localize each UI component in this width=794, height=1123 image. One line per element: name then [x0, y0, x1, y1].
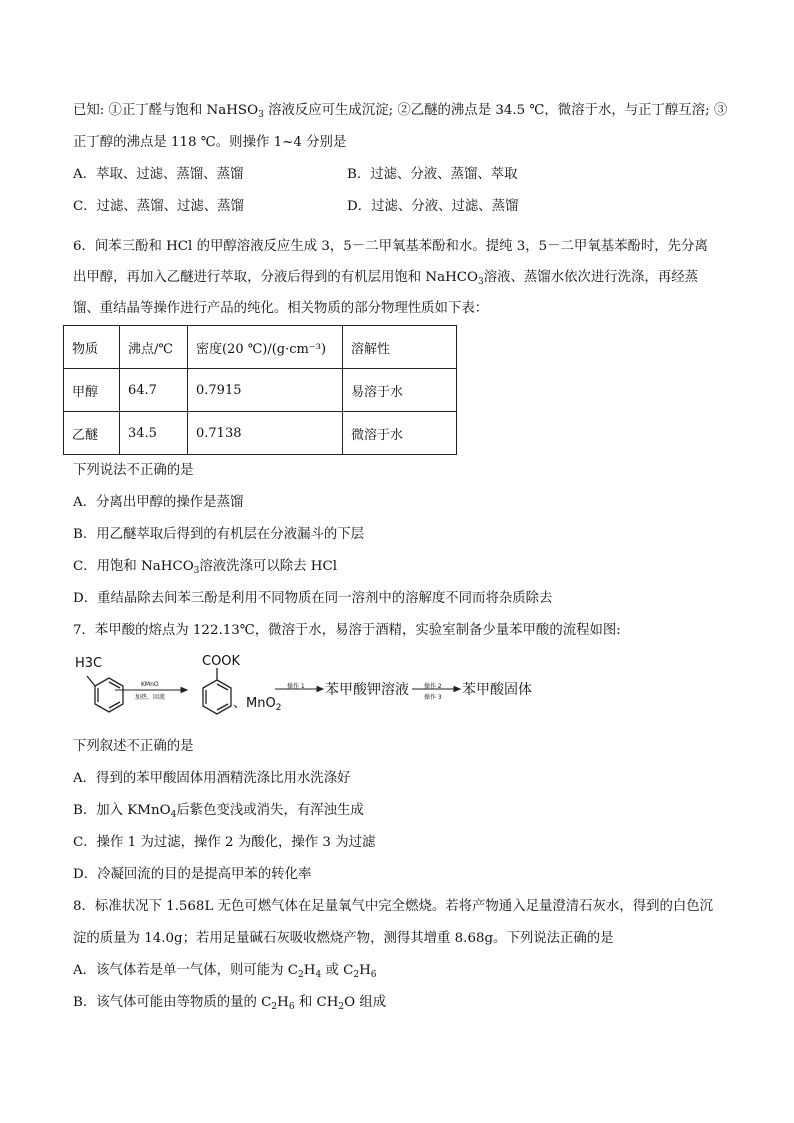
q6-line2-part-b: 溶液、蒸馏水依次进行洗涤，再经蒸 — [483, 270, 698, 285]
q6-stem-line1: 6．间苯三酚和 HCl 的甲醇溶液反应生成 3，5－二甲氧基苯酚和水。提纯 3，5－二甲氧基苯酚时，先分离 — [73, 239, 708, 254]
q8-option-a-text: A．该气体若是单一气体，则可能为 C — [73, 963, 299, 978]
q8-option-b-text: B．该气体可能由等物质的量的 C — [73, 995, 272, 1010]
q8-stem-line1: 8．标准状况下 1.568L 无色可燃气体在足量氧气中完全燃烧。若将产物通入足量澄清石灰水，得到的白色沉 — [73, 899, 714, 914]
q5-given-line2: 正丁醇的沸点是 118 ℃。则操作 1~4 分别是 — [73, 135, 347, 150]
q5-given-line1 — [73, 102, 727, 124]
subscript: 2 — [271, 1002, 278, 1012]
byproduct-text: 、MnO — [233, 696, 276, 711]
q6-option-a: A．分离出甲醇的操作是蒸馏 — [73, 495, 244, 510]
subscript: 3 — [258, 110, 264, 120]
subscript: 6 — [288, 1002, 295, 1012]
q5-line1-part-b: 溶液反应可生成沉淀; ②乙醚的沸点是 34.5 ℃，微溶于水，与正丁醇互溶; ③ — [263, 103, 728, 118]
subscript: 2 — [298, 970, 304, 980]
q8-option-a — [73, 962, 377, 984]
q5-option-a: A．萃取、过滤、蒸馏、蒸馏 — [73, 167, 244, 182]
q6-stem-line3: 馏、重结晶等操作进行产品的纯化。相关物质的部分物理性质如下表： — [73, 301, 489, 316]
condition-label: 加热、回流 — [135, 694, 166, 701]
q5-line1-part-a: 已知: ①正丁醛与饱和 NaHSO — [73, 103, 259, 118]
q6-question: 下列说法不正确的是 — [73, 463, 194, 478]
methyl-group-label: H3C — [75, 656, 103, 671]
benzoate-ring — [203, 668, 231, 714]
q6-option-c — [73, 558, 337, 580]
byproduct-label — [233, 692, 281, 713]
operation-3-label: 操作 3 — [424, 694, 442, 701]
formula-part: H — [303, 963, 316, 978]
table-header-row — [64, 326, 457, 369]
q6-option-d: D．重结晶除去间苯三酚是利用不同物质在同一溶剂中的溶解度不同而将杂质除去 — [73, 591, 553, 606]
q5-option-d: D．过滤、分液、过滤、蒸馏 — [347, 199, 519, 214]
q7-option-a: A．得到的苯甲酸固体用酒精洗涤比用水洗涤好 — [73, 771, 351, 786]
intermediate-label: 苯甲酸钾溶液 — [325, 682, 409, 698]
subscript: 6 — [370, 970, 377, 980]
subscript: 4 — [315, 970, 322, 980]
table-row — [64, 369, 457, 412]
q6-option-c-part-a: C．用饱和 NaHCO — [73, 559, 194, 574]
table-header-cell: 沸点/℃ — [120, 326, 188, 369]
q6-stem-line2 — [73, 269, 698, 291]
q5-option-c: C．过滤、蒸馏、过滤、蒸馏 — [73, 199, 244, 214]
q7-option-d: D．冷凝回流的目的是提高甲苯的转化率 — [73, 867, 312, 882]
properties-table — [63, 325, 457, 455]
q5-option-b: B．过滤、分液、蒸馏、萃取 — [347, 167, 518, 182]
table-header-cell: 密度(20 ℃)/(g·cm⁻³) — [188, 326, 343, 369]
q7-question: 下列叙述不正确的是 — [73, 739, 194, 754]
table-cell: 34.5 — [120, 412, 188, 455]
q7-option-b-part-a: B．加入 KMnO — [73, 803, 171, 818]
table-cell: 0.7138 — [188, 412, 343, 455]
subscript: 3 — [478, 277, 484, 287]
reaction-scheme — [73, 652, 543, 720]
formula-part: H — [359, 963, 371, 978]
subscript: 4 — [170, 810, 177, 820]
subscript: 2 — [338, 1002, 345, 1012]
reagent-label: KMnO — [141, 681, 159, 688]
operation-2-label: 操作 2 — [424, 683, 442, 690]
q7-option-b-part-b: 后紫色变浅或消失，有浑浊生成 — [176, 803, 364, 818]
table-cell: 易溶于水 — [343, 369, 457, 412]
q7-option-c: C．操作 1 为过滤，操作 2 为酸化，操作 3 为过滤 — [73, 835, 376, 850]
formula-part: H — [277, 995, 289, 1010]
subscript: 2 — [353, 970, 360, 980]
subscript: 2 — [275, 703, 282, 713]
table-row — [64, 412, 457, 455]
table-cell: 0.7915 — [188, 369, 343, 412]
table-header-cell: 物质 — [64, 326, 120, 369]
table-cell: 64.7 — [120, 369, 188, 412]
carboxylate-group-label: COOK — [202, 654, 241, 669]
table-cell: 甲醇 — [64, 369, 120, 412]
q6-option-b: B．用乙醚萃取后得到的有机层在分液漏斗的下层 — [73, 527, 365, 542]
subscript: 3 — [193, 566, 200, 576]
q6-line2-part-a: 出甲醇，再加入乙醚进行萃取，分液后得到的有机层用饱和 NaHCO — [73, 270, 479, 285]
q8-option-b — [73, 994, 386, 1016]
q6-option-c-part-b: 溶液洗涤可以除去 HCl — [199, 559, 337, 574]
table-cell: 乙醚 — [64, 412, 120, 455]
q7-stem: 7．苯甲酸的熔点为 122.13℃，微溶于水，易溶于酒精，实验室制备少量苯甲酸的流程如图: — [73, 623, 621, 638]
final-product-label: 苯甲酸固体 — [462, 682, 532, 698]
formula-part: O 组成 — [344, 995, 387, 1010]
toluene-ring — [87, 676, 123, 712]
table-cell: 微溶于水 — [343, 412, 457, 455]
table-header-cell: 溶解性 — [343, 326, 457, 369]
formula-part: 或 C — [321, 963, 354, 978]
formula-part: 和 CH — [294, 995, 339, 1010]
q8-stem-line2: 淀的质量为 14.0g；若用足量碱石灰吸收燃烧产物，测得其增重 8.68g。下列说法正确的是 — [73, 931, 614, 946]
operation-1-label: 操作 1 — [287, 683, 305, 690]
q7-option-b — [73, 802, 364, 824]
